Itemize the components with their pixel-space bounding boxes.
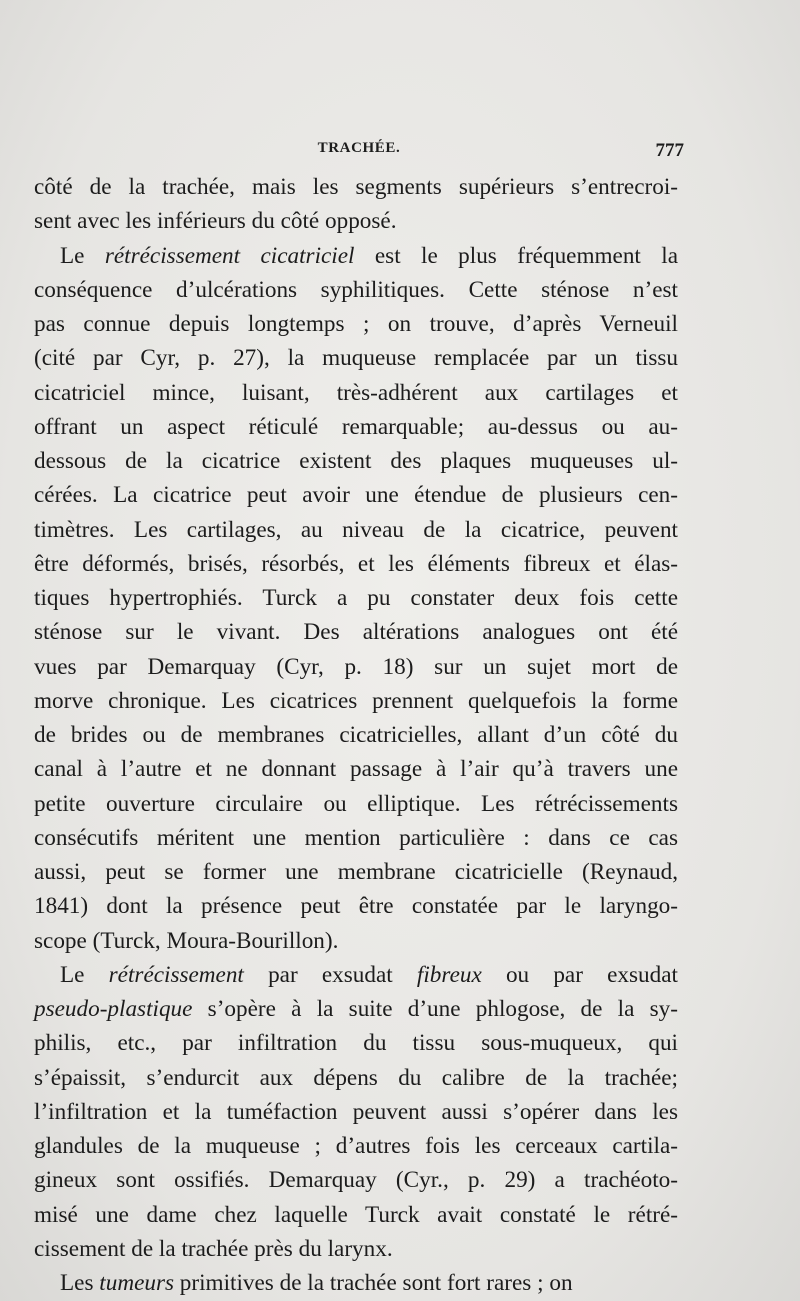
- text-segment: offrant un aspect réticulé remarquable; au-dessus ou au-: [34, 413, 678, 440]
- text-segment: sténose sur le vivant. Des altérations analogues ont été: [34, 619, 678, 646]
- text-line: [34, 684, 678, 718]
- text-line: [34, 650, 678, 684]
- text-line: [34, 547, 678, 581]
- page-number: 777: [655, 140, 684, 161]
- text-line: [34, 1061, 678, 1095]
- italic-text: rétrécissement: [108, 961, 244, 988]
- text-segment: scope (Turck, Moura-Bourillon).: [34, 927, 339, 954]
- text-segment: gineux sont ossifiés. Demarquay (Cyr., p. 29) a trachéoto-: [34, 1167, 678, 1194]
- text-segment: vues par Demarquay (Cyr, p. 18) sur un sujet mort de: [34, 653, 678, 680]
- text-line: [34, 273, 678, 307]
- text-segment: cérées. La cicatrice peut avoir une étendue de plusieurs cen-: [34, 482, 678, 509]
- text-line: [34, 170, 678, 204]
- text-segment: morve chronique. Les cicatrices prennent quelquefois la forme: [34, 687, 678, 714]
- text-segment: philis, etc., par infiltration du tissu sous-muqueux, qui: [34, 1030, 678, 1057]
- text-segment: de brides ou de membranes cicatricielles, allant d’un côté du: [34, 722, 678, 748]
- text-segment: Le: [60, 242, 105, 269]
- text-segment: être déformés, brisés, résorbés, et les éléments fibreux et élas-: [34, 550, 678, 577]
- text-line: [34, 924, 678, 958]
- text-line: [34, 341, 678, 375]
- text-line: [34, 615, 678, 649]
- text-segment: petite ouverture circulaire ou elliptique. Les rétrécissements: [34, 790, 678, 817]
- italic-text: pseudo-plastique: [34, 996, 193, 1022]
- text-segment: s’épaissit, s’endurcit aux dépens du calibre de la trachée;: [34, 1064, 678, 1091]
- text-line: [34, 239, 678, 273]
- text-line: [34, 821, 678, 855]
- italic-text: fibreux: [416, 961, 482, 988]
- text-line: [34, 1266, 678, 1300]
- italic-text: rétrécissement cicatriciel: [104, 242, 355, 269]
- text-segment: (cité par Cyr, p. 27), la muqueuse remplacée par un tissu: [34, 345, 678, 372]
- running-title: TRACHÉE.: [317, 140, 401, 156]
- text-segment: consécutifs méritent une mention particulière : dans ce cas: [34, 824, 678, 851]
- text-segment: misé une dame chez laquelle Turck avait constaté le rétré-: [34, 1201, 678, 1228]
- text-line: [34, 1198, 678, 1232]
- text-line: [34, 581, 678, 615]
- text-line: [34, 718, 678, 752]
- body-text: [34, 170, 678, 1300]
- text-segment: l’infiltration et la tuméfaction peuvent aussi s’opérer dans les: [34, 1098, 678, 1125]
- text-line: [34, 992, 678, 1026]
- text-segment: côté de la trachée, mais les segments supérieurs s’entrecroi-: [34, 174, 678, 200]
- text-line: [34, 787, 678, 821]
- text-segment: canal à l’autre et ne donnant passage à l’air qu’à travers une: [34, 756, 678, 783]
- text-line: [34, 204, 678, 238]
- text-segment: 1841) dont la présence peut être constatée par le laryngo-: [34, 893, 678, 920]
- text-segment: conséquence d’ulcérations syphilitiques. Cette sténose n’est: [34, 276, 678, 303]
- text-segment: timètres. Les cartilages, au niveau de la cicatrice, peuvent: [34, 516, 678, 543]
- text-segment: cissement de la trachée près du larynx.: [34, 1235, 393, 1262]
- text-segment: glandules de la muqueuse ; d’autres fois les cerceaux cartila-: [34, 1133, 678, 1159]
- text-segment: pas connue depuis longtemps ; on trouve, d’après Verneuil: [34, 311, 678, 337]
- text-segment: aussi, peut se former une membrane cicatricielle (Reynaud,: [34, 859, 678, 885]
- text-line: [34, 855, 678, 889]
- italic-text: tumeurs: [99, 1270, 174, 1296]
- text-line: [34, 307, 678, 341]
- text-segment: Le: [60, 961, 109, 988]
- text-line: [34, 1095, 678, 1129]
- text-segment: s’opère à la suite d’une phlogose, de la sy-: [192, 996, 678, 1022]
- text-line: [34, 478, 678, 512]
- text-line: [34, 444, 678, 478]
- text-line: [34, 513, 678, 547]
- text-segment: tiques hypertrophiés. Turck a pu constater deux fois cette: [34, 585, 678, 611]
- text-line: [34, 1232, 678, 1266]
- text-segment: par exsudat: [243, 961, 417, 988]
- text-segment: sent avec les inférieurs du côté opposé.: [34, 208, 397, 235]
- text-line: [34, 889, 678, 923]
- text-line: [34, 958, 678, 992]
- text-segment: cicatriciel mince, luisant, très-adhérent aux cartilages et: [34, 379, 678, 406]
- text-line: [34, 410, 678, 444]
- text-segment: primitives de la trachée sont fort rares ; on: [174, 1270, 573, 1296]
- text-segment: est le plus fréquemment la: [354, 242, 678, 269]
- text-line: [34, 1129, 678, 1163]
- text-segment: Les: [60, 1270, 100, 1296]
- text-segment: dessous de la cicatrice existent des plaques muqueuses ul-: [34, 448, 678, 474]
- text-line: [34, 376, 678, 410]
- text-line: [34, 1163, 678, 1197]
- text-line: [34, 752, 678, 786]
- text-segment: ou par exsudat: [481, 961, 678, 988]
- text-line: [34, 1026, 678, 1060]
- page-header: [34, 140, 684, 166]
